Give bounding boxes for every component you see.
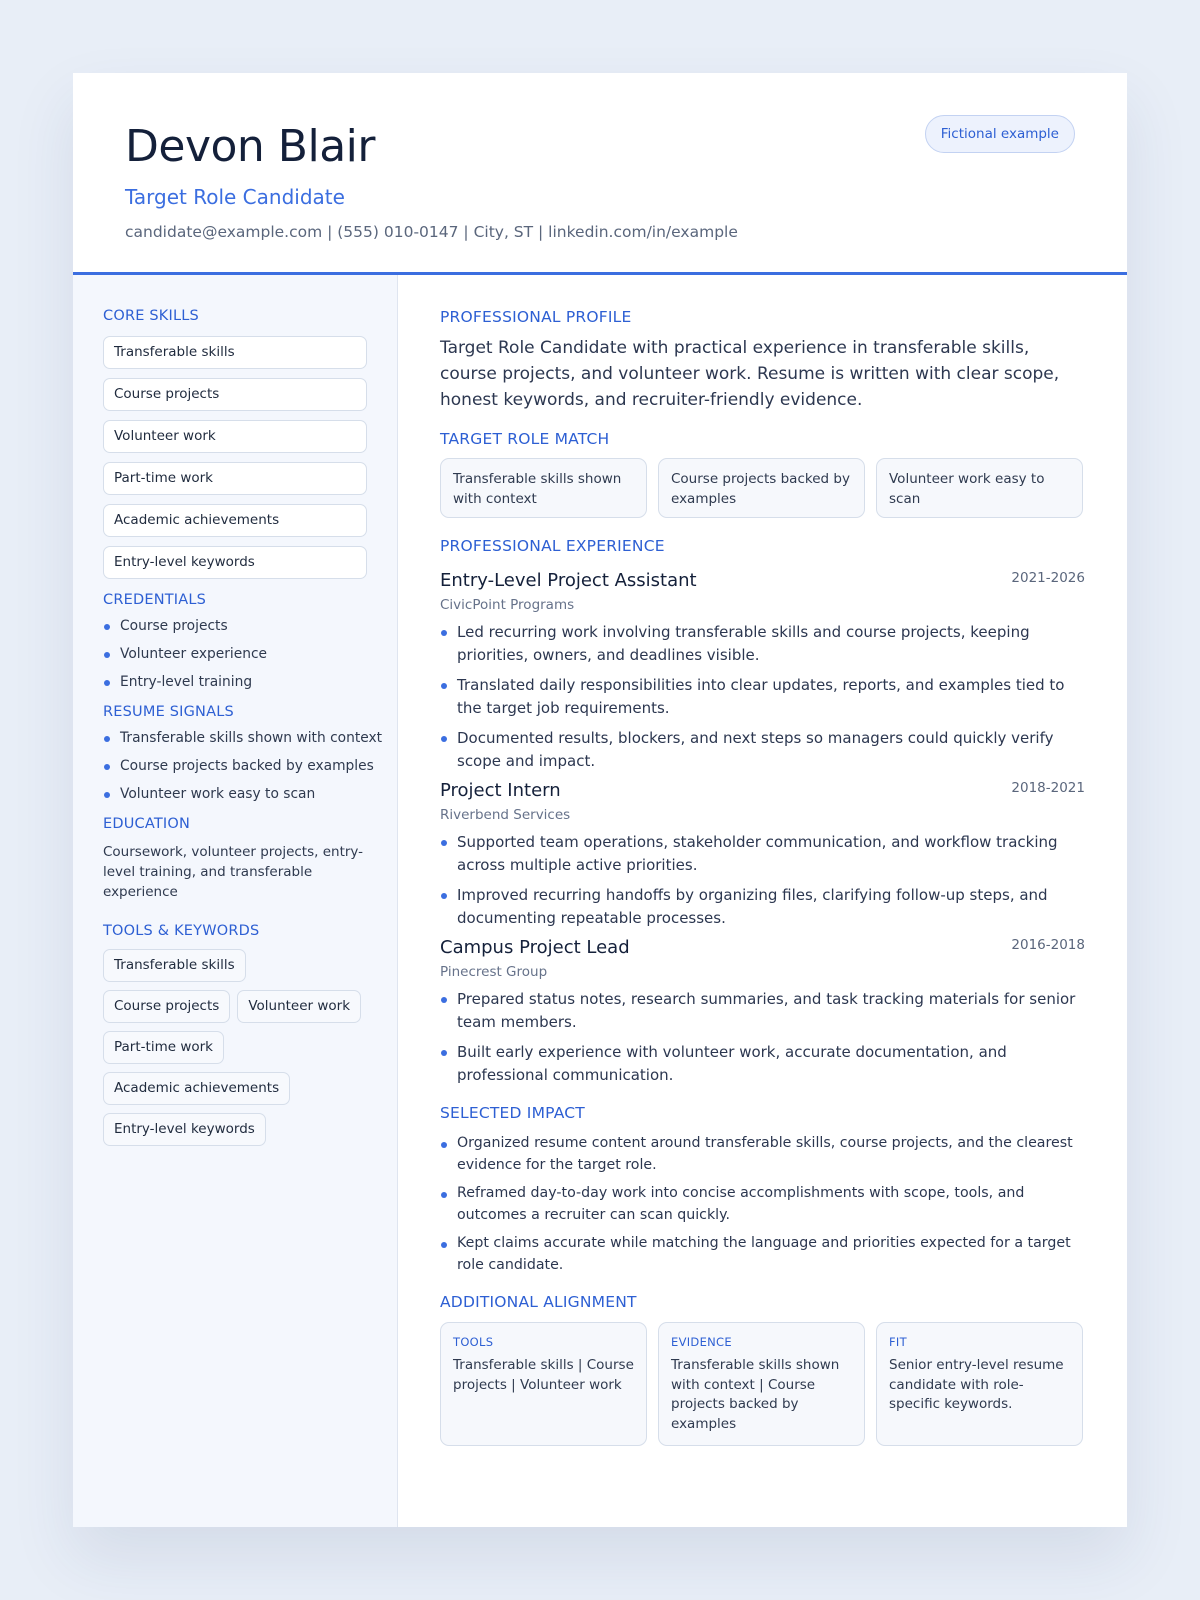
keyword-tag: Part-time work <box>103 1031 224 1064</box>
job-title: Entry-Level Project Assistant <box>440 570 697 591</box>
alignment-text: Transferable skills shown with context | Course projects backed by examples <box>671 1357 840 1432</box>
job-entry <box>440 937 1085 1087</box>
tools-tags <box>103 949 367 1146</box>
main-column <box>398 275 1127 1527</box>
alignment-label: FIT <box>889 1335 907 1349</box>
alignment-card <box>440 1322 647 1446</box>
keyword-tag: Academic achievements <box>103 1072 290 1105</box>
sidebar <box>73 275 398 1527</box>
job-company: CivicPoint Programs <box>440 597 575 613</box>
fictional-badge: Fictional example <box>925 115 1075 153</box>
education-title: EDUCATION <box>103 816 191 832</box>
job-company: Riverbend Services <box>440 807 571 823</box>
impact-item: Organized resume content around transferable skills, course projects, and the clearest evidence for the target role. <box>440 1133 1085 1176</box>
job-bullet: Prepared status notes, research summaries, and task tracking materials for senior team members. <box>440 988 1085 1034</box>
alignment-row <box>440 1322 1085 1446</box>
keyword-tag: Course projects <box>103 990 230 1023</box>
core-skills-list <box>103 336 367 579</box>
tools-title: TOOLS & KEYWORDS <box>103 923 260 939</box>
job-bullets <box>440 621 1085 773</box>
core-skills-title: CORE SKILLS <box>103 308 199 324</box>
impact-item: Reframed day-to-day work into concise accomplishments with scope, tools, and outcomes a recruiter can scan quickly. <box>440 1183 1085 1226</box>
contact-line: candidate@example.com | (555) 010-0147 | City, ST | linkedin.com/in/example <box>125 223 738 241</box>
resume-page <box>73 73 1127 1527</box>
alignment-title: ADDITIONAL ALIGNMENT <box>440 1293 637 1311</box>
match-card: Transferable skills shown with context <box>440 458 647 518</box>
experience-title: PROFESSIONAL EXPERIENCE <box>440 537 665 555</box>
credentials-title: CREDENTIALS <box>103 592 207 608</box>
resume-signals-title: RESUME SIGNALS <box>103 704 234 720</box>
impact-item: Kept claims accurate while matching the language and priorities expected for a target role candidate. <box>440 1233 1085 1276</box>
alignment-card <box>876 1322 1083 1446</box>
core-skill-item: Academic achievements <box>103 504 367 537</box>
keyword-tag: Transferable skills <box>103 949 246 982</box>
credential-item: Course projects <box>103 616 367 636</box>
match-card: Course projects backed by examples <box>658 458 865 518</box>
job-bullet: Translated daily responsibilities into clear updates, reports, and examples tied to the target job requirements. <box>440 674 1085 720</box>
candidate-name: Devon Blair <box>125 121 375 172</box>
job-bullet: Led recurring work involving transferable skills and course projects, keeping priorities, owners, and deadlines visible. <box>440 621 1085 667</box>
core-skill-item: Course projects <box>103 378 367 411</box>
job-entry <box>440 570 1085 773</box>
alignment-label: EVIDENCE <box>671 1335 732 1349</box>
signal-item: Course projects backed by examples <box>103 756 367 776</box>
impact-title: SELECTED IMPACT <box>440 1104 585 1122</box>
core-skill-item: Entry-level keywords <box>103 546 367 579</box>
resume-header <box>73 73 1127 275</box>
match-card: Volunteer work easy to scan <box>876 458 1083 518</box>
job-entry <box>440 780 1085 930</box>
job-dates: 2021-2026 <box>1011 570 1085 586</box>
profile-text: Target Role Candidate with practical experience in transferable skills, course projects, and volunteer work. Resume is written with clear scope, honest keywords, and recruiter-friendly evidence. <box>440 338 1060 410</box>
resume-signals-list <box>103 728 383 804</box>
core-skill-item: Part-time work <box>103 462 367 495</box>
credential-item: Volunteer experience <box>103 644 367 664</box>
keyword-tag: Volunteer work <box>237 990 361 1023</box>
job-company: Pinecrest Group <box>440 964 548 980</box>
target-match-title: TARGET ROLE MATCH <box>440 430 610 448</box>
job-bullets <box>440 988 1085 1087</box>
job-bullet: Built early experience with volunteer work, accurate documentation, and professional communication. <box>440 1041 1085 1087</box>
profile-title: PROFESSIONAL PROFILE <box>440 308 632 326</box>
credentials-list <box>103 616 367 692</box>
alignment-card <box>658 1322 865 1446</box>
signal-item: Transferable skills shown with context <box>103 728 367 748</box>
keyword-tag: Entry-level keywords <box>103 1113 266 1146</box>
signal-item: Volunteer work easy to scan <box>103 784 367 804</box>
credential-item: Entry-level training <box>103 672 367 692</box>
alignment-text: Transferable skills | Course projects | Volunteer work <box>453 1357 634 1393</box>
core-skill-item: Volunteer work <box>103 420 367 453</box>
candidate-role: Target Role Candidate <box>125 185 345 209</box>
job-dates: 2018-2021 <box>1011 780 1085 796</box>
job-bullets <box>440 831 1085 930</box>
education-text: Coursework, volunteer projects, entry-level training, and transferable experience <box>103 844 364 900</box>
job-bullet: Supported team operations, stakeholder communication, and workflow tracking across multiple active priorities. <box>440 831 1085 877</box>
job-bullet: Documented results, blockers, and next steps so managers could quickly verify scope and impact. <box>440 727 1085 773</box>
core-skill-item: Transferable skills <box>103 336 367 369</box>
alignment-text: Senior entry-level resume candidate with role-specific keywords. <box>889 1357 1064 1412</box>
job-title: Project Intern <box>440 780 561 801</box>
alignment-label: TOOLS <box>453 1335 494 1349</box>
impact-list <box>440 1133 1085 1276</box>
job-dates: 2016-2018 <box>1011 937 1085 953</box>
target-match-row <box>440 458 1085 518</box>
job-title: Campus Project Lead <box>440 937 630 958</box>
job-bullet: Improved recurring handoffs by organizing files, clarifying follow-up steps, and documenting repeatable processes. <box>440 884 1085 930</box>
